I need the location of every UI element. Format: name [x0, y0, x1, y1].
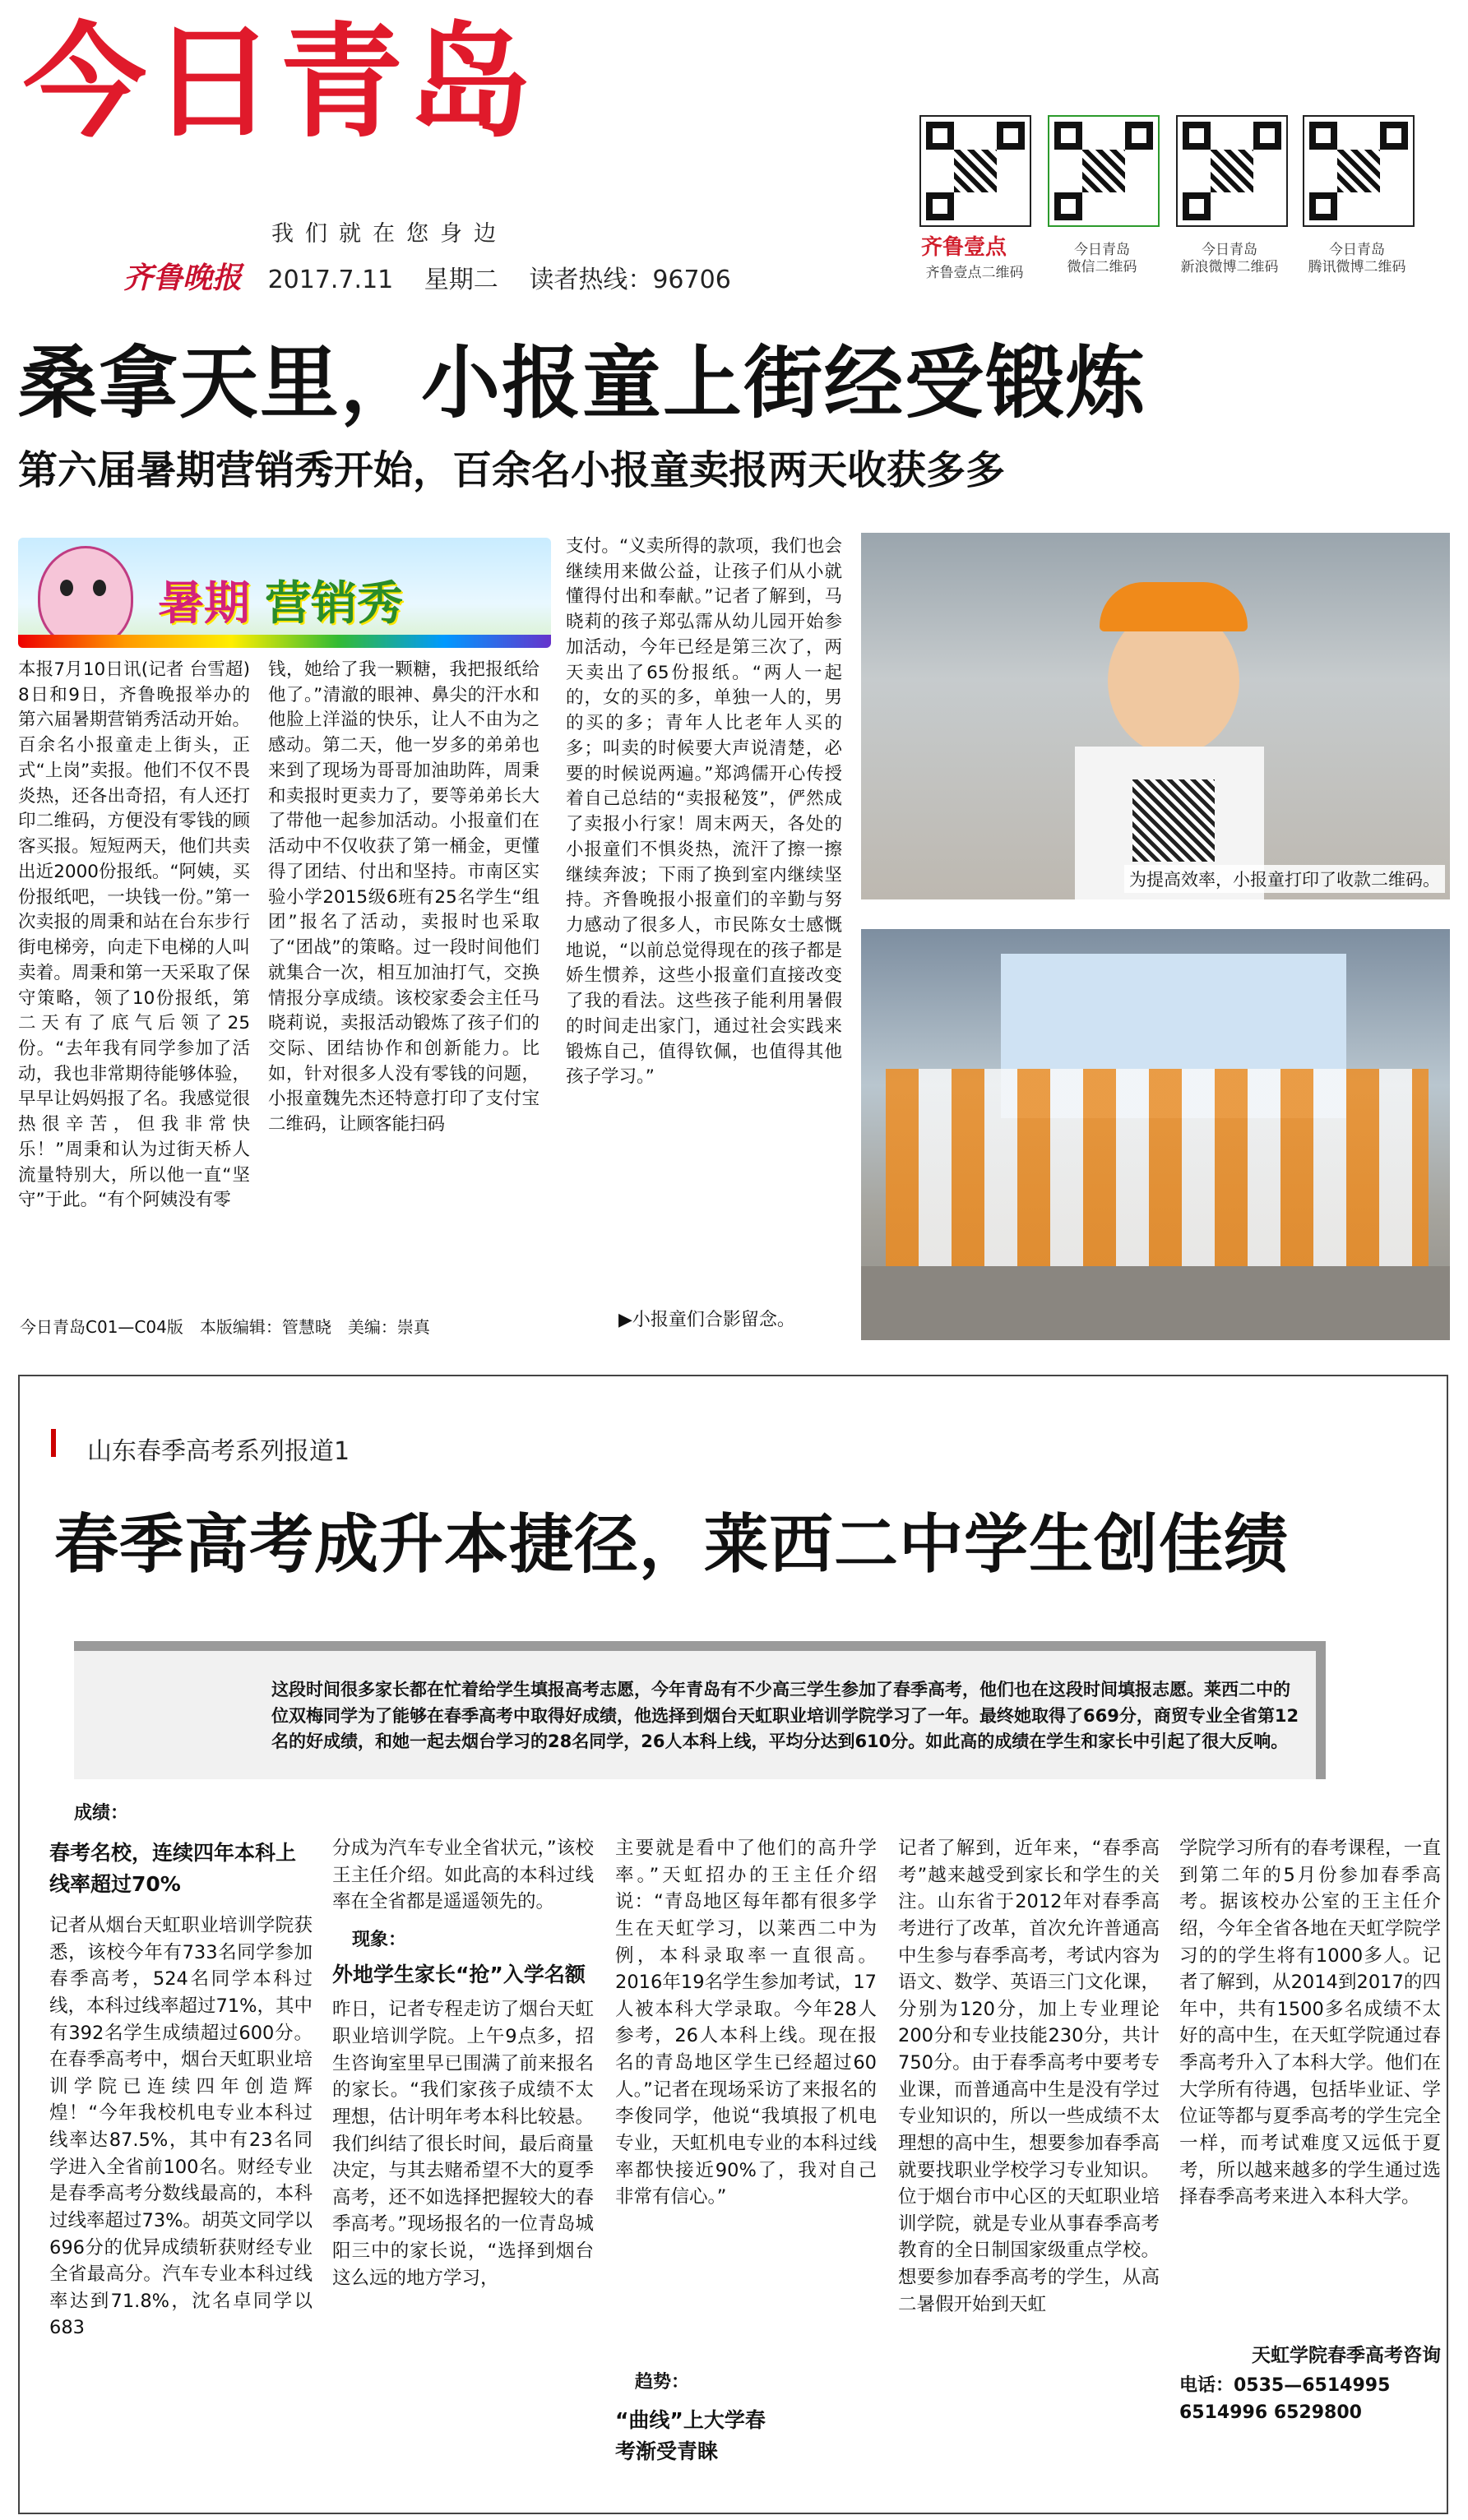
phenomenon-body-continued: 主要就是看中了他们的高升学率。”天虹招办的王主任介绍说：“青岛地区每年都有很多学生在天虹学习，以莱西二中为例，本科录取率一直很高。2016年19名学生参加考试，17人被本科大学录取。今年28人参考，26人本科上线。现在报名的青岛地区学生已经超过60人。”记者在现场采访了来报名的李俊同学，他说“我填报了机电专业，天虹机电专业的本科过线率都快接近90%了，我对自己非常有信心。” [615, 1838, 877, 2208]
story2-headline: 春季高考成升本捷径，莱西二中学生创佳绩 [54, 1508, 1290, 1582]
series-marker [51, 1429, 56, 1457]
trend-body-continued: 学院学习所有的春考课程，一直到第二年的5月份参加春季高考。据该校办公室的王主任介绍，今年全省各地在天虹学院学习的的学生将有1000多人。记者了解到，从2014到2017的四年中，共有1500多名成绩不太好的高中生，在天虹学院通过春季高考升入了本科大学。他们在大学所有待遇，包括毕业证、学位证等都与夏季高考的学生完全一样，而考试难度又远低于夏考，所以越来越多的学生通过选择春季高考来进入本科大学。 [1179, 1838, 1441, 2208]
rainbow-decoration [18, 635, 551, 648]
story2-summary: 这段时间很多家长都在忙着给学生填报高考志愿，今年青岛有不少高三学生参加了春季高考，他们也在这段时间填报志愿。莱西二中的位双梅同学为了能够在春季高考中取得好成绩，他选择到烟台天虹职业培训学院学习了一年。最终她取得了669分，商贸专业全省第12名的好成绩，和她一起去烟台学习的28名同学，26人本科上线，平均分达到610分。如此高的成绩在学生和家长中引起了很大反响。 [271, 1680, 1299, 1751]
newspaper-logo: 今日青岛 [23, 12, 537, 155]
results-body: 记者从烟台天虹职业培训学院获悉，该校今年有733名同学参加春季高考，524名同学本科过线，本科过线率超过71%，其中有392名学生成绩超过600分。在春季高考中，烟台天虹职业培训学院已连续四年创造辉煌！“今年我校机电专业本科过线率达87.5%，其中有23名同学进入全省前100名。财经专业是春季高考分数线最高的，本科过线率超过73%。胡英文同学以696分的优异成绩斩获财经专业全省最高分。汽车专业本科过线率达到71.8%，沈名卓同学以683 [49, 1915, 313, 2339]
section-label-trend: 趋势： [635, 2372, 690, 2393]
qr-label-tencent-weibo: 今日青岛 腾讯微博二维码 [1308, 242, 1406, 276]
issue-weekday: 星期二 [424, 266, 498, 294]
qiluyidian-badge: 齐鲁壹点 [921, 235, 1007, 260]
contact-phone: 电话：0535—6514995 6514996 6529800 [1179, 2375, 1391, 2423]
story1-headline: 桑拿天里，小报童上街经受锻炼 [18, 337, 1146, 429]
qr-label-wechat: 今日青岛 微信二维码 [1067, 242, 1137, 276]
brand-name: 齐鲁晚报 [123, 261, 243, 295]
qr-code-icon [1048, 115, 1160, 227]
story1-column-1: 本报7月10日讯(记者 台雪超) 8日和9日，齐鲁晚报举办的第六届暑期营销秀活动开始。百余名小报童走上街头，正式“上岗”卖报。他们不仅不畏炎热，还各出奇招，有人还打印二维码，方便没有零钱的顾客买报。短短两天，他们共卖出近2000份报纸。“阿姨，买份报纸吧，一块钱一份。”第一次卖报的周秉和站在台东步行街电梯旁，向走下电梯的人叫卖着。周秉和第一天采取了保守策略，领了10份报纸，第二天有了底气后领了25份。“去年我有同学参加了活动，我也非常期待能够体验，早早让妈妈报了名。我感觉很热很辛苦，但我非常快乐！”周秉和认为过街天桥人流量特别大，所以他一直“坚守”于此。“有个阿姨没有零 [18, 659, 250, 1211]
contact-name: 天虹学院春季高考咨询 [1252, 2345, 1441, 2366]
qr-code-icon [1176, 115, 1288, 227]
photo1-caption: 为提高效率，小报童打印了收款二维码。 [1124, 865, 1445, 893]
subhead-phenomenon: 外地学生家长“抢”入学名额 [332, 1962, 586, 1986]
trend-body: 记者了解到，近年来，“春季高考”越来越受到家长和学生的关注。山东省于2012年对春季高考进行了改革，首次允许普通高中生参与春季高考，考试内容为语文、数学、英语三门文化课，分别为120分，加上专业理论200分和专业技能230分，共计750分。由于春季高考中要考专业课，而普通高中生是没有学过专业知识的，所以一些成绩不太理想的高中生，想要参加春季高就要找职业学校学习专业知识。位于烟台市中心区的天虹职业培训学院，就是专业从事春季高考教育的全日制国家级重点学校。想要参加春季高考的学生，从高二暑假开始到天虹 [898, 1838, 1160, 2315]
photo-group-of-newsboys [861, 929, 1450, 1340]
qr-label-sina-weibo: 今日青岛 新浪微博二维码 [1180, 242, 1279, 276]
section-label-results: 成绩： [74, 1803, 129, 1824]
section-label-phenomenon: 现象： [352, 1929, 407, 1950]
slogan: 我们就在您身边 [271, 221, 507, 247]
reader-hotline: 读者热线：96706 [529, 266, 731, 294]
series-title: 山东春季高考系列报道1 [87, 1437, 350, 1466]
issue-info [123, 255, 731, 297]
story1-subhead: 第六届暑期营销秀开始，百余名小报童卖报两天收获多多 [18, 447, 1006, 493]
banner-title: 暑期 营销秀 [158, 577, 403, 631]
story2-column-3 [615, 1835, 877, 2467]
results-body-continued: 分成为汽车专业全省状元，”该校王主任介绍。如此高的本科过线率在全省都是遥遥领先的。 [332, 1838, 594, 1913]
qr-label-qiluyidian: 齐鲁壹点二维码 [925, 265, 1024, 281]
edition-line: 今日青岛C01—C04版 本版编辑：管慧晓 美编：崇真 [20, 1317, 430, 1337]
story2-column-1 [49, 1799, 313, 2348]
story1-column-3: 支付。“义卖所得的款项，我们也会继续用来做公益，让孩子们从小就懂得付出和奉献。”记者了解到，马晓莉的孩子郑弘霈从幼儿园开始参加活动，今年已经是第三次了，两天卖出了65份报纸。“两人一起的，女的买的多，单独一人的，男的买的多；青年人比老年人买的多；叫卖的时候要大声说清楚，必要的时候说两遍。”郑鸿儒开心传授着自己总结的“卖报秘笈”，俨然成了卖报小行家！周末两天，各处的小报童们不惧炎热，流汗了擦一擦继续奔波；下雨了换到室内继续坚持。齐鲁晚报小报童们的辛勤与努力感动了很多人，市民陈女士感慨地说，“以前总觉得现在的孩子都是娇生惯养，这些小报童们直接改变了我的看法。这些孩子能利用暑假的时间走出家门，通过社会实践来锻炼自己，值得钦佩，也值得其他孩子学习。” [566, 536, 842, 1088]
subhead-trend: “曲线”上大学春考渐受青睐 [615, 2408, 766, 2463]
story1-column-2: 钱，她给了我一颗糖，我把报纸给他了。”清澈的眼神、鼻尖的汗水和他脸上洋溢的快乐，让人不由为之感动。第二天，他一岁多的弟弟也来到了现场为哥哥加油助阵，周秉和卖报时更卖力了，要等弟弟长大了带他一起参加活动。小报童们在活动中不仅收获了第一桶金，更懂得了团结、付出和坚持。市南区实验小学2015级6班有25名学生“组团”报名了活动，卖报时也采取了“团战”的策略。过一段时间他们就集合一次，相互加油打气，交换情报分享成绩。该校家委会主任马晓莉说，卖报活动锻炼了孩子们的交际、团结协作和创新能力。比如，针对很多人没有零钱的问题，小报童魏先杰还特意打印了支付宝二维码，让顾客能扫码 [268, 659, 540, 1135]
qr-code-icon [1303, 115, 1415, 227]
summary-top-border [74, 1641, 1326, 1651]
summary-side-border [1316, 1641, 1326, 1779]
qr-code-icon [919, 115, 1031, 227]
mascot-icon [38, 546, 133, 648]
photo2-caption: ▶小报童们合影留念。 [618, 1310, 795, 1330]
phenomenon-body: 昨日，记者专程走访了烟台天虹职业培训学院。上午9点多，招生咨询室里早已围满了前来报名的家长。“我们家孩子成绩不太理想，估计明年考本科比较悬。我们纠结了很长时间，最后商量决定，与其去赌希望不大的夏季高考，还不如选择把握较大的春季高考。”现场报名的一位青岛城阳三中的家长说，“选择到烟台这么远的地方学习， [332, 1999, 594, 2289]
photo-boy-with-qr-code [861, 533, 1450, 899]
subhead-results: 春考名校，连续四年本科上线率超过70% [49, 1841, 297, 1896]
summer-marketing-banner [18, 538, 551, 648]
issue-date: 2017.7.11 [267, 266, 394, 294]
story2-column-5 [1179, 1835, 1441, 2426]
story2-column-2 [332, 1835, 594, 2407]
